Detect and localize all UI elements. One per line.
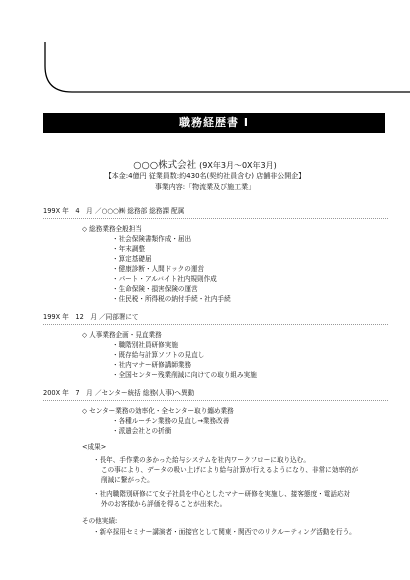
career-item: ・パート・アルバイト社内規則作成 — [112, 275, 217, 283]
results-line: 削減に繋がった。 — [101, 476, 154, 484]
career-heading: 199X 年 12 月 ／同部署にて — [43, 313, 139, 321]
career-item: ・健康診断・人間ドックの運営 — [112, 265, 205, 273]
career-item: ・職階別社員研修実施 — [112, 341, 178, 349]
career-heading: 199X 年 4 月 ／○○○㈱ 総務部 総務課 配属 — [43, 207, 185, 215]
career-item: ・全国センター残業削減に向けての取り組み実施 — [112, 371, 257, 379]
results-heading: <成果> — [82, 443, 107, 451]
employment-period: (9X年3月〜0X年3月) — [199, 161, 277, 170]
career-summary: ◇ センター業務の効率化・全センター取り纏め業務 — [82, 407, 234, 415]
company-info: 【本金:4億円 従業員数:約430名(契約社員含む) 店舗非公開企】 — [104, 172, 306, 180]
results-line: 外のお客様から評価を得ることが出来た。 — [101, 500, 227, 508]
other-line: ・新卒採用セミナー講演者・面接官として関東・関西でのリクルーティング活動を行う。 — [93, 528, 356, 536]
career-item: ・生命保険・損害保険の運営 — [112, 285, 198, 293]
career-item: ・年末調整 — [112, 245, 145, 253]
divider — [43, 324, 388, 325]
career-item: ・住民税・所得税の納付手続・社内手続 — [112, 295, 231, 303]
career-item: ・既存給与計算ソフトの見直し — [112, 351, 205, 359]
career-summary: ◇ 総務業務全般担当 — [82, 225, 142, 233]
results-line: この事により、データの吸い上げにより給与計算が行えるようになり、非常に効率的が — [101, 466, 359, 474]
divider — [43, 218, 388, 219]
results-line: ・長年、手作業の多かった給与システムを社内ワークフローに取り込む。 — [93, 456, 310, 464]
divider — [43, 400, 388, 401]
career-heading: 200X 年 7 月 ／センター統括 総務(人事)へ異動 — [43, 389, 195, 397]
career-item: ・算定基礎届 — [112, 255, 152, 263]
document-title: 職務経歴書 Ⅰ — [43, 113, 385, 133]
career-item: ・社会保険書類作成・届出 — [112, 235, 192, 243]
company-name: ○○○株式会社 — [133, 160, 197, 171]
career-item: ・各種ルーチン業務の見直し→業務改善 — [112, 417, 230, 425]
results-line: ・社内職階別研修にて女子社員を中心としたマナー研修を実施し、接客態度・電話応対 — [93, 490, 351, 498]
career-item: ・派遣会社との折衝 — [112, 427, 172, 435]
company-business: 事業内容:「物流業及び施工業」 — [154, 183, 256, 191]
company-name-line — [0, 157, 410, 171]
career-item: ・社内マナー研修講師業務 — [112, 361, 192, 369]
career-summary: ◇ 人事業務企画・見直業務 — [82, 331, 162, 339]
other-heading: その他実績: — [82, 517, 118, 525]
page-corner-decoration — [0, 0, 410, 120]
